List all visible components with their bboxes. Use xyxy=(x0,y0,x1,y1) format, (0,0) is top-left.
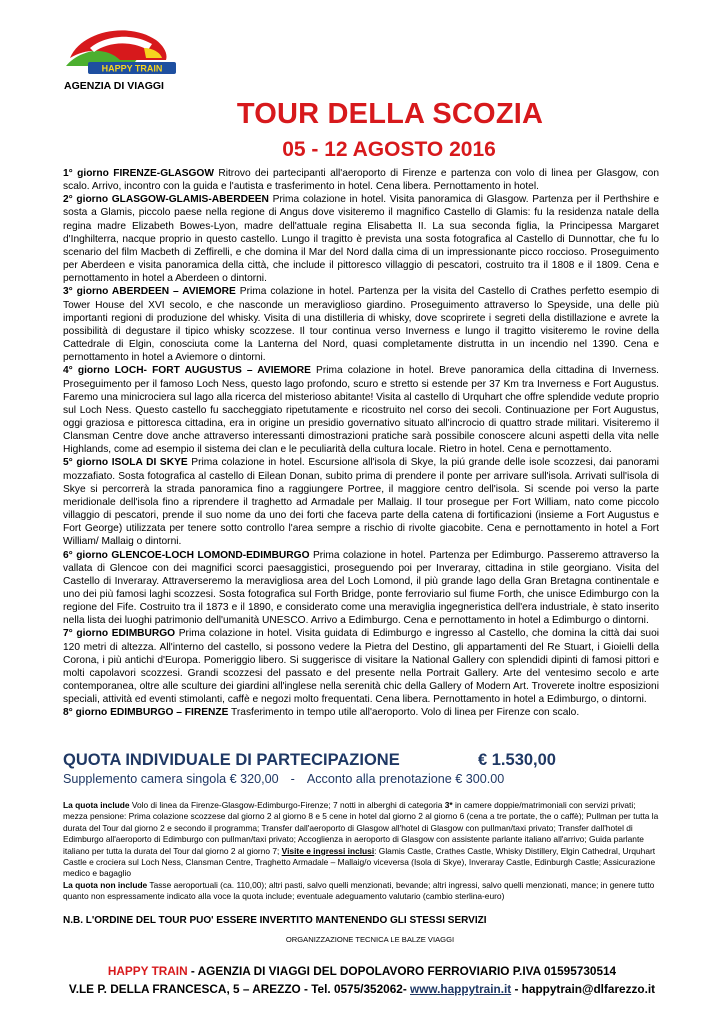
footer-line-1 xyxy=(0,964,724,978)
page-title-text: TOUR DELLA SCOZIA xyxy=(236,98,544,130)
day-heading: 1° giorno FIRENZE-GLASGOW xyxy=(63,168,214,179)
day-heading: 5° giorno ISOLA DI SKYE xyxy=(63,457,188,469)
footer-email: - happytrain@dlfarezzo.it xyxy=(511,982,656,996)
nb-notice: N.B. L'ORDINE DEL TOUR PUO' ESSERE INVERTITO MANTENENDO GLI STESSI SERVIZI xyxy=(63,915,487,926)
itinerary-day-5 xyxy=(63,456,659,548)
itinerary-day-2 xyxy=(63,193,659,285)
visits-text: : Glamis Castle, Crathes Castle, Whisky Distillery, Elgin Cathedral, Urquhart Castle e crociera sul Loch Ness, Clansman Centre, Traghetto Armadale – Mallaig/o viceversa (Isola di Skye), Inveraray Castle, Edinburgh Castle; Assicurazione medico e bagaglio xyxy=(63,845,656,879)
itinerary-day-1 xyxy=(63,167,659,193)
day-text: Prima colazione in hotel. Partenza per la visita del Castello di Crathes perfetto esempio di Tower House del XVI secolo, e che nasconde un meraviglioso giardino. Proseguimento attraverso lo Speyside, una delle più importanti regioni di produzione del whisky. Visita di una distilleria di whisky, dove scoprirete i segreti della distillazione e avrete la possibilità di degustare il tipico whisky scozzese. Il tour continua verso Inverness e lungo il tragitto visiteremo le rovine della Cattedrale di Elgin, conosciuta come la Lanterna del Nord, quasi completamente distrutta in un incendio nel 1390. Cena e pernottamento in hotel a Aviemore o dintorni. xyxy=(63,286,659,364)
tour-dates xyxy=(0,138,724,162)
day-heading: 8° giorno EDIMBURGO – FIRENZE xyxy=(63,707,229,719)
train-logo-icon xyxy=(60,18,180,84)
separator: - xyxy=(290,772,295,786)
footer-brand: HAPPY TRAIN xyxy=(107,964,188,978)
day-text: Prima colazione in hotel. Escursione all'isola di Skye, la piú grande delle isole scozzesi, dai panorami mozzafiato. Sosta fotografica al castello di Eilean Donan, subito prima di prendere il ponte per arrivare sull'isola. Arrivati sull'isola di Skye si percorrerà la strada panoramica fino a raggiungere Portree, il maggiore centro dell'isola. Si scende poi verso la parte meridionale dell'isola fino a riprendere il traghetto ad Armadale per Mallaig. Il tour prosegue per Fort William, nato come piccolo villaggio di pescatori, prende il suo nome da uno dei forti che faceva parte della catena di fortificazioni (insieme a Fort Augustus e Fort George) utilizzata per tenere sotto controllo l'area sempre a rischio di rivolte giacobite. Cena e pernottamento in hotel a Fort William/ Mallaig o dintorni. xyxy=(63,457,659,548)
day-heading: 7° giorno EDIMBURGO xyxy=(63,628,176,640)
price-label: QUOTA INDIVIDUALE DI PARTECIPAZIONE xyxy=(63,751,400,769)
footer-agency: - AGENZIA DI VIAGGI DEL DOPOLAVORO FERROVIARIO P.IVA 01595730514 xyxy=(187,964,617,978)
itinerary-day-6 xyxy=(63,549,659,628)
logo-brand-text: HAPPY TRAIN xyxy=(101,63,163,74)
day-heading: 3° giorno ABERDEEN – AVIEMORE xyxy=(63,286,236,298)
day-text: Prima colazione in hotel. Visita panoramica di Glasgow. Partenza per il Perthshire e sosta a Glamis, piccolo paese nella regione di Angus dove visiteremo il magnifico Castello di Glamis: fu la residenza natale della regina madre Elizabeth Bowes-Lyon, madre dell'attuale regina Elisabetta II. La sua seconda figlia, la Principessa Margaret d'Inghilterra, nacque proprio in questo castello. Lungo il tragitto è prevista una sosta fotografica al Castello di Dunnottar, che fu lo scenario del film Macbeth di Zeffirelli, e che domina il Mar del Nord dalla cima di un impressionante picco roccioso. Proseguimento per Aberdeen e visita panoramica della città, che include il pittoresco villaggio di pescatori, costruito tra il 1808 e il 1809. Cena e pernottamento in hotel a Aberdeen o dintorni. xyxy=(63,194,659,285)
not-includes-text: Tasse aeroportuali (ca. 110,00); altri pasti, salvo quelli menzionati, bevande; altri ingressi, salvo quelli menzionati, mance; in genere tutto quanto non espressamente indicato alla voce la quota include; eventuale adeguamento valutario (cambio sterlina-euro) xyxy=(63,879,655,902)
includes-text: Volo di linea da Firenze-Glasgow-Edimburgo-Firenze; 7 notti in alberghi di categoria xyxy=(129,800,445,810)
single-room-supplement: Supplemento camera singola € 320,00 xyxy=(63,772,279,786)
day-heading: 6° giorno GLENCOE-LOCH LOMOND-EDIMBURGO xyxy=(63,549,310,561)
hotel-category: 3* xyxy=(444,800,453,810)
not-includes-paragraph xyxy=(63,880,659,903)
day-text: Trasferimento in tempo utile all'aeroporto. Volo di linea per Firenze con scalo. xyxy=(228,707,580,719)
price-heading xyxy=(63,751,663,770)
organization-text: ORGANIZZAZIONE TECNICA LE BALZE VIAGGI xyxy=(285,935,455,944)
itinerary-day-8 xyxy=(63,706,659,719)
itinerary-day-3 xyxy=(63,285,659,364)
footer-address: V.LE P. DELLA FRANCESCA, 5 – AREZZO - Tel. 0575/352062- xyxy=(68,982,411,996)
day-text: Prima colazione in hotel. Visita guidata di Edimburgo e ingresso al Castello, che domina la città dai suoi 120 metri di altezza. All'interno del castello, si possono vedere la Pietra del Destino, gli appartamenti del Re Stuart, i Gioielli della Corona, i più antichi d'Europa. Pomeriggio libero. Si suggerisce di visitare la National Gallery con splendidi dipinti di famosi pittori e molti capolavori scozzesi. Grandi scozzesi del passato e del presente nella Portrait Gallery. Arte del ventesimo secolo e arte contemporanea, oltre alle sculture dei giardini all'inglese nella serenità chic della Gallery of Modern Art. Troverete inoltre esposizioni speciali, attività ed eventi stimolanti, caffè e negozi molto frequentati. Cena libera. Pernottamento in hotel a Edimburgo, o dintorni. xyxy=(63,628,659,706)
organization xyxy=(0,935,724,944)
itinerary-day-4 xyxy=(63,364,659,456)
day-text: Prima colazione in hotel. Breve panoramica della cittadina di Inverness. Proseguimento per il famoso Loch Ness, questo lago profondo, scuro e stretto si estende per 37 Km tra Inverness e Fort Augustus. Faremo una minicrociera sul lago alla ricerca del misterioso abitante! Visita al castello di Urquhart che offre splendide vedute proprio sul Loch Ness. Questo castello fu saccheggiato ripetutamente e ricostruito nel corso dei secoli. Continuazione per Fort Augustus, oggi graziosa e pittoresca cittadina, era in origine un presidio governativo situato all'incrocio di quattro strade militari. Visiteremo il Clansman Centre dove anche attraverso interessanti dimostrazioni pratiche sarà possibile conoscere alcuni aspetti della vita nelle Highlands, come ad esempio il sistema dei clan e le peculiarità della cultura locale. Rietro in hotel. Cena e pernottamento. xyxy=(63,365,659,456)
includes-label: La quota include xyxy=(63,800,130,810)
deposit: Acconto alla prenotazione € 300.00 xyxy=(306,772,505,786)
agency-label: AGENZIA DI VIAGGI xyxy=(64,80,164,92)
day-text: Prima colazione in hotel. Partenza per Edimburgo. Passeremo attraverso la vallata di Glencoe con dei magnifici scorci paesaggistici, proseguendo poi per Inveraray, cittadina in stile georgiano. Visita del Castello di Inveraray. Attraverseremo la meravigliosa area del Loch Lomond, il più grande lago della Gran Bretagna continentale e uno dei più famosi laghi scozzesi. Sosta fotografica sul Forth Bridge, ponte ferroviario sul fiume Forth, che unisce Edimburgo con la regione del Fife. Costruito tra il 1873 e il 1890, e considerato come una meraviglia ingegneristica dell'era industriale, è stato inserito nella lista dei luoghi patrimonio dell'umanità UNESCO. Arrivo a Edimburgo. Cena e pernottamento in hotel a Edimburgo o dintorni. xyxy=(63,549,659,627)
conditions xyxy=(63,800,659,903)
website-link[interactable]: www.happytrain.it xyxy=(410,982,512,996)
tour-dates-text: 05 - 12 AGOSTO 2016 xyxy=(282,138,496,161)
supplement-line xyxy=(63,772,504,786)
page-title xyxy=(0,98,724,131)
includes-text-cont: in camere doppie/matrimoniali con servizi privati; mezza pensione: Prima colazione scozzese dal giorno 2 al giorno 8 e 5 cene in hotel dal giorno 2 al giorno 6 (cena a tre portate, the o caffè); Pullman per tutta la durata del Tour dal giorno 2 e secondo il programma; Transfer dall'aeroporto di Glasgow all'hotel di Glasgow con pullman/taxi privato; Transfer dall'hotel di Edimburgo all'aeroporto di Edimburgo con pullman/taxi privato; Accoglienza in aeroporto di Glasgow con assistente parlante italiano all'arrivo; Guida parlante italiano per tutta la durata del Tour dal giorno 2 al giorno 7; xyxy=(63,800,659,856)
day-text: Ritrovo dei partecipanti all'aeroporto di Firenze e partenza con volo di linea per Glasgow, con scalo. Arrivo, incontro con la guida e l'autista e trasferimento in hotel. Cena libera. Pernottamento in hotel. xyxy=(63,168,659,193)
itinerary-day-7 xyxy=(63,627,659,706)
not-includes-label: La quota non include xyxy=(63,879,148,890)
includes-paragraph xyxy=(63,800,659,880)
itinerary xyxy=(63,167,659,720)
price-value: € 1.530,00 xyxy=(478,751,556,769)
day-heading: 4° giorno LOCH- FORT AUGUSTUS – AVIEMORE xyxy=(63,365,311,377)
footer-line-2 xyxy=(0,982,724,996)
visits-label: Visite e ingressi inclusi xyxy=(281,845,375,856)
day-heading: 2° giorno GLASGOW-GLAMIS-ABERDEEN xyxy=(63,194,269,206)
